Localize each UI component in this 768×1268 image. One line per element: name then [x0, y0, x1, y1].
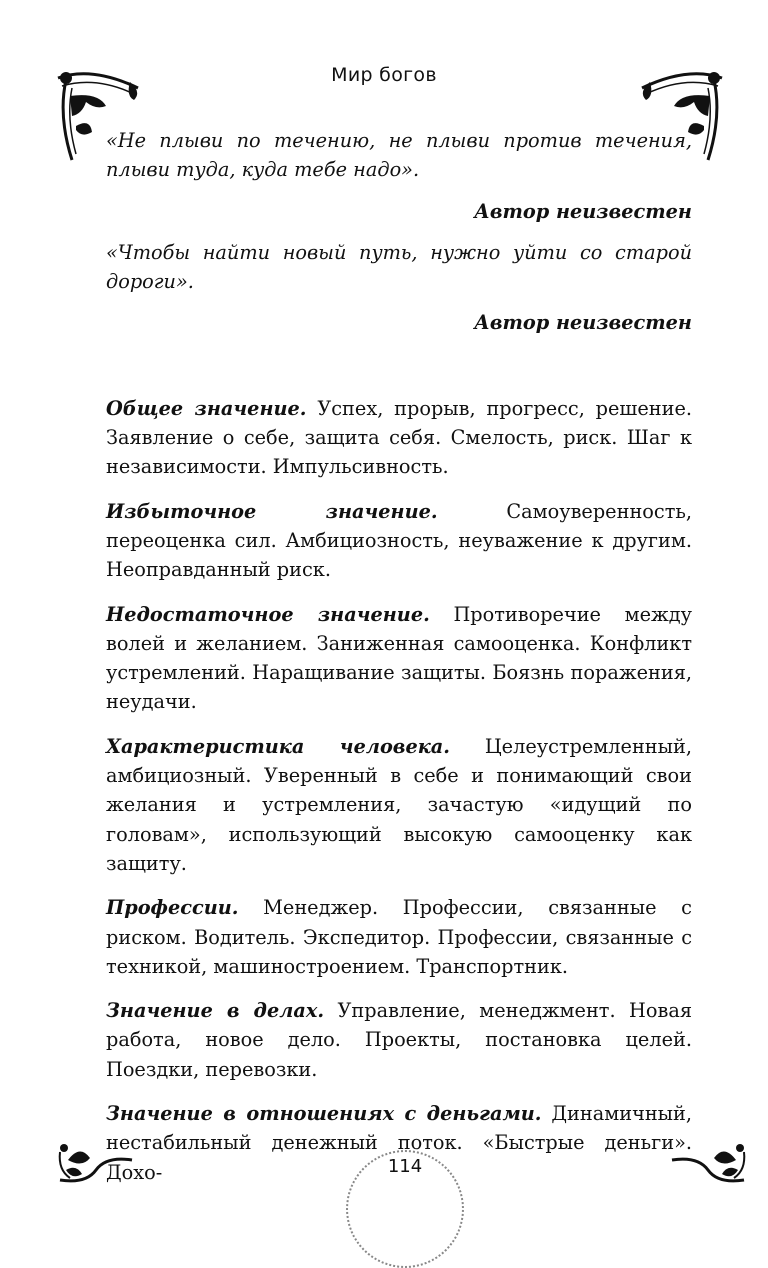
meaning-paragraph — [106, 732, 692, 878]
paragraph-term: Недостаточное значение. — [106, 602, 430, 626]
section-spacer — [106, 350, 692, 394]
paragraph-term: Общее значение. — [106, 396, 307, 420]
meaning-paragraph — [106, 996, 692, 1084]
epigraph-quote: «Чтобы найти новый путь, нужно уйти со старой дороги». — [106, 240, 692, 294]
paragraph-text: Самоуверенность, переоценка сил. Амбициозность, неуважение к другим. Неоправданный риск. — [106, 499, 692, 582]
epigraph-author: Автор неизвестен — [474, 199, 692, 223]
paragraph-text: Противоречие между волей и желанием. Заниженная самооценка. Конфликт устремлений. Наращивание защиты. Боязнь поражения, неудачи. — [106, 602, 692, 714]
flourish-ornament-icon — [56, 1140, 136, 1188]
paragraph-text: Целеустремленный, амбициозный. Уверенный в себе и понимающий свои желания и устремления, зачастую «идущий по головам», использующий высокую самооценку как защиту. — [106, 734, 692, 875]
meaning-paragraph — [106, 600, 692, 717]
paragraph-term: Значение в отношениях с деньгами. — [106, 1102, 542, 1126]
epigraph-author: Автор неизвестен — [474, 311, 692, 335]
paragraph-text: Динамичный, нестабильный денежный поток. «Быстрые деньги». Дохо- — [106, 1102, 692, 1184]
epigraph-quote: «Не плыви по течению, не плыви против течения, плыви туда, куда тебе надо». — [106, 129, 692, 182]
paragraph-term: Избыточное значение. — [106, 499, 438, 523]
paragraph-text: Управление, менеджмент. Новая работа, новое дело. Проекты, постановка целей. Поездки, перевозки. — [106, 999, 692, 1081]
paragraph-text: Менеджер. Профессии, связанные с риском. Водитель. Экспедитор. Профессии, связанные с техникой, машиностроением. Транспортник. — [106, 896, 692, 978]
paragraph-term: Профессии. — [106, 896, 239, 920]
meaning-paragraph — [106, 394, 692, 482]
page-number: 114 — [346, 1150, 464, 1268]
paragraph-term: Значение в делах. — [106, 999, 325, 1023]
meaning-paragraph — [106, 893, 692, 981]
meaning-paragraph — [106, 497, 692, 585]
page-body — [106, 126, 692, 1202]
flourish-ornament-icon — [668, 1140, 748, 1188]
running-title: Мир богов — [331, 64, 437, 86]
paragraph-term: Характеристика человека. — [106, 734, 450, 758]
paragraph-text: Успех, прорыв, прогресс, решение. Заявление о себе, защита себя. Смелость, риск. Шаг к независимости. Импульсивность. — [106, 396, 692, 479]
